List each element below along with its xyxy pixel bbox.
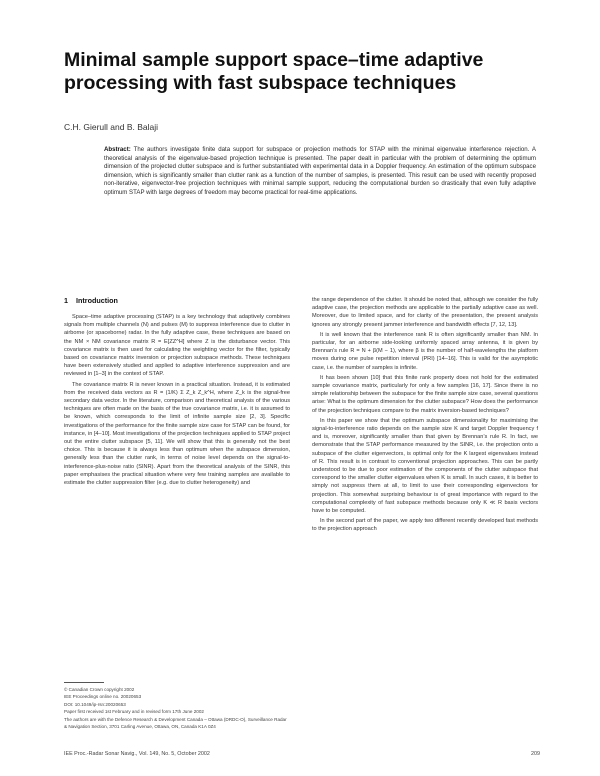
body-paragraph: Space–time adaptive processing (STAP) is a key technology that adaptively combines signals from multiple channels (N) and pulses (M) to suppress interference due to clutter in airborne (or spaceborne) radar. In the fully adaptive case, these techniques are based on the NM × NM covariance matrix R = E[ZZ^H] where Z is the disturbance vector. This covariance matrix is then used for calculating the weighting vector for the filter, typically based on covariance matrix inversion or projection subspace methods. These techniques have been extensively studied and applied to adaptive interference suppression and are reviewed in [1–3] in the context of STAP.: [64, 314, 290, 378]
footnote-received: Paper first received 1st February and in revised form 17th June 2002: [64, 709, 204, 715]
body-paragraph: In this paper we show that the optimum subspace dimensionality for maximising the signal-to-interference ratio depends on the sample size K and target Doppler frequency f and is, moreover, significantly smaller than that given by Brennan’s rule R. In fact, we demonstrate that the STAP performance measured by the SINR, i.e. the projection onto a subspace of the clutter eigenvectors, is optimal only for the K largest eigenvalues instead of R. This result is in contrast to conventional projection approaches. This can be partly understood to be due to poor estimation of the components of the clutter subspace that correspond to the smaller clutter eigenvalues when K is small. In such cases, it is better to simply not suppress them at all, to limit to use their corresponding eigenvectors for projection. This somewhat surprising behaviour is of great importance with regard to the computational complexity of fast subspace methods because only K ≪ R basis vectors have to be computed.: [312, 417, 538, 515]
footnote-online-number: IEE Proceedings online no. 20020653: [64, 694, 142, 700]
body-paragraph: The covariance matrix R is never known in a practical situation. Instead, it is estimated from the received data vectors as R = (1/K) Σ Z_k Z_k^H, where Z_k is the signal-free secondary data vector. In the literature, comparison and theoretical analysis of the various techniques are often made on the basis of the true covariance matrix, i.e. it is assumed to be known, which corresponds to the limit of infinite sample size [2, 3]. Specific investigations of the performance for the finite sample size case for STAP can be found, for instance, in [4–10]. Most investigations of the projection techniques applied to STAP project out the entire clutter subspace [5, 11]. We will show that this is generally not the best choice. This is because it is always less than optimum when the subspace dimension, generally less than the clutter rank, in terms of noise level depends on the signal-to-interference-plus-noise ratio (SINR). Apart from the theoretical analysis of the SINR, this paper emphasises the practical situation where very few training samples are available to estimate the clutter suppression filter (e.g. due to clutter heterogeneity) and: [64, 381, 290, 487]
page-footer: [64, 751, 540, 757]
abstract-text: The authors investigate finite data support for subspace or projection methods for STAP with the minimal eigenvalue interference rejection. A theoretical analysis of the eigenvalue-based projection technique is presented. The paper dealt in particular with the problem of determining the optimum dimension of the projected clutter subspace and is further substantiated with experimental data in a Doppler frequency. An estimation of the optimum subspace dimension, which is significantly smaller than clutter rank as a function of the number of samples, is presented. This result can be used with recently proposed non-iterative, eigenvector-free projection techniques with minimal sample support, reducing the computational burden so drastically that even fully adaptive optimum STAP with large degrees of freedom may become practical for real-time applications.: [104, 146, 536, 196]
journal-citation: IEE Proc.-Radar Sonar Navig., Vol. 149, No. 5, October 2002: [64, 751, 210, 757]
footnote-doi: DOI: 10.1049/ip-rsn:20020653: [64, 701, 126, 707]
body-paragraph: the range dependence of the clutter. It should be noted that, although we consider the fully adaptive case, the projection methods are applicable to the partially adaptive case as well. Moreover, due to limited space, and for clarity of the presentation, the present analysis ignores any strongly present jammer interference and bandwidth effects [7, 12, 13].: [312, 297, 538, 328]
abstract-label: Abstract:: [104, 146, 131, 153]
body-paragraph: It is well known that the interference rank R is often significantly smaller than NM. In particular, for an airborne side-looking uniformly spaced array antenna, it is given by Brennan’s rule R = N + β(M − 1), where β is the number of half-wavelengths the platform moves during one pulse repetition interval (PRI) [14–16]. This is valid for the asymptotic case, i.e. the number of samples is infinite.: [312, 331, 538, 371]
left-column: [64, 296, 290, 489]
footnote-copyright: © Canadian Crown copyright 2002: [64, 687, 135, 692]
section-heading: [64, 296, 290, 305]
body-paragraph: It has been shown [10] that this finite rank property does not hold for the estimated sample covariance matrix, particularly for only a few samples [16, 17]. Since there is no simple relationship between the subspace for the finite sample size case, several questions arise: What is the optimum dimension for the clutter subspace? How does the performance of the projection techniques compare to the matrix inversion-based techniques?: [312, 374, 538, 414]
author-list: C.H. Gierull and B. Balaji: [64, 122, 159, 132]
abstract: [104, 146, 536, 197]
paper-title: Minimal sample support space–time adaptive processing with fast subspace techniques: [64, 49, 484, 94]
page-number: 209: [531, 751, 540, 757]
body-paragraph: In the second part of the paper, we apply two different recently developed fast methods to the projection approach: [312, 518, 538, 533]
footnote-affiliation: The authors are with the Defence Research & Development Canada – Ottawa (DRDC-O), Surveillance Radar & Navigation Section, 3701 Carling Avenue, Ottawa, ON, Canada K1A 0Z4: [64, 716, 287, 730]
section-number: 1: [64, 296, 68, 305]
section-title: Introduction: [76, 296, 118, 305]
footnote-divider: [64, 682, 104, 683]
footnotes: [64, 686, 290, 730]
right-column: [312, 296, 538, 536]
